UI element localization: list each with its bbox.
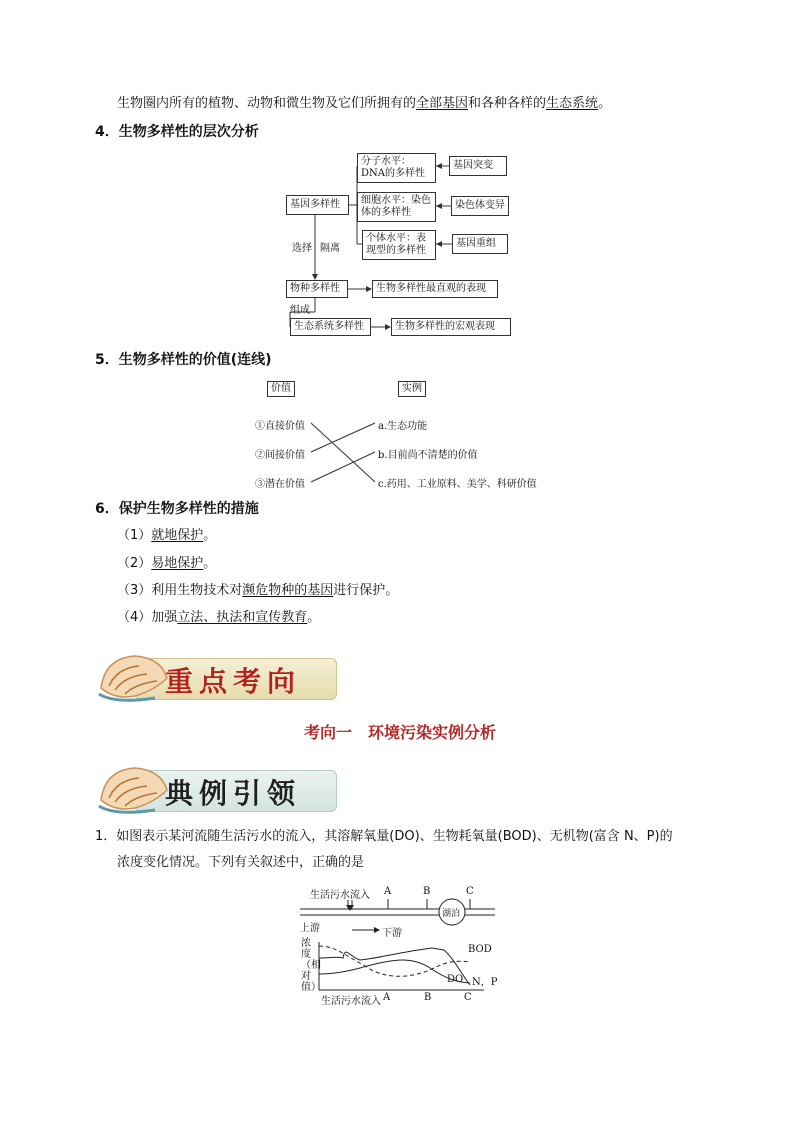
molecular-level-label: 分子水平：DNA的多样性 (361, 156, 425, 179)
ecosystem-diversity-label: 生态系统多样性 (294, 321, 364, 332)
cell-level-label: 细胞水平：染色体的多样性 (361, 195, 431, 218)
measure-2-underline: 易地保护 (151, 556, 204, 571)
measure-3-prefix: （3）利用生物技术对 (117, 583, 243, 598)
river-marker-c: C (466, 886, 474, 897)
measure-3-suffix: 进行保护。 (333, 583, 399, 598)
intro-suffix: 。 (598, 96, 612, 111)
value-item-potential: ③潜在价值 (255, 479, 305, 490)
river-inflow-label: 生活污水流入 (310, 890, 370, 901)
section4-heading: 4．生物多样性的层次分析 (95, 124, 259, 140)
banner-title: 典例引领 (165, 777, 302, 810)
value-column-label: 价值 (271, 383, 291, 394)
gene-recombination-label: 基因重组 (456, 238, 496, 249)
example-item-b: b.目前尚不清楚的价值 (378, 450, 478, 461)
isolate-label: 隔离 (320, 243, 340, 254)
gene-mutation-label: 基因突变 (453, 160, 493, 171)
example-item-c: c.药用、工业原料、美学、科研价值 (378, 479, 537, 490)
section5-heading: 5．生物多样性的价值(连线) (95, 352, 272, 368)
measure-4-prefix: （4）加强 (117, 610, 178, 625)
river-marker-a: A (384, 886, 392, 897)
select-label: 选择 (292, 243, 312, 254)
intro-text: 生物圈内所有的植物、动物和微生物及它们所拥有的 (117, 96, 417, 111)
river-marker-b: B (423, 886, 431, 897)
measure-3-underline: 濒危物种的基因 (242, 583, 334, 598)
subsection-title: 考向一 环境污染实例分析 (304, 723, 497, 742)
value-item-direct: ①直接价值 (255, 421, 305, 432)
do-label: DO (447, 974, 464, 985)
measure-2-suffix: 。 (203, 556, 217, 571)
measure-1-underline: 就地保护 (151, 528, 204, 543)
gene-diversity-label: 基因多样性 (290, 199, 340, 210)
x-marker-c: C (464, 992, 472, 1003)
example-item-a: a.生态功能 (378, 421, 428, 432)
question-line-2: 浓度变化情况。下列有关叙述中，正确的是 (117, 855, 365, 870)
example-column-label: 实例 (402, 383, 422, 394)
y-axis-label: 浓度（相对值） (301, 938, 321, 993)
x-marker-b: B (424, 992, 432, 1003)
banner-title: 重点考向 (165, 665, 302, 698)
value-item-indirect: ②间接价值 (255, 450, 305, 461)
downstream-label: 下游 (382, 928, 402, 939)
lake-label: 湖泊 (442, 909, 461, 919)
upstream-label: 上游 (300, 923, 320, 934)
species-desc-label: 生物多样性最直观的表现 (376, 283, 486, 294)
measure-1-prefix: （1） (117, 528, 152, 543)
bod-label: BOD (468, 944, 492, 955)
measure-4-underline: 立法、执法和宣传教育 (177, 610, 308, 625)
measure-4-suffix: 。 (307, 610, 321, 625)
x-marker-a: A (383, 992, 391, 1003)
section6-heading: 6．保护生物多样性的措施 (95, 501, 259, 517)
measure-2-prefix: （2） (117, 556, 152, 571)
chromosome-variation-label: 染色体变异 (455, 200, 505, 211)
species-diversity-label: 物种多样性 (290, 283, 340, 294)
np-label: N，P (472, 977, 498, 988)
individual-level-label: 个体水平：表现型的多样性 (366, 233, 426, 256)
intro-underline-ecosystem: 生态系统 (546, 96, 599, 111)
compose-label: 组成 (290, 305, 310, 316)
question-line-1: 1．如图表示某河流随生活污水的流入，其溶解氧量(DO)、生物耗氧量(BOD)、无机物(富含 N、P)的 (95, 829, 673, 844)
x-inflow-label: 生活污水流入 (321, 996, 381, 1007)
intro-underline-genes: 全部基因 (416, 96, 469, 111)
ecosystem-desc-label: 生物多样性的宏观表现 (395, 321, 495, 332)
intro-text-mid: 和各种各样的 (468, 96, 547, 111)
measure-1-suffix: 。 (203, 528, 217, 543)
